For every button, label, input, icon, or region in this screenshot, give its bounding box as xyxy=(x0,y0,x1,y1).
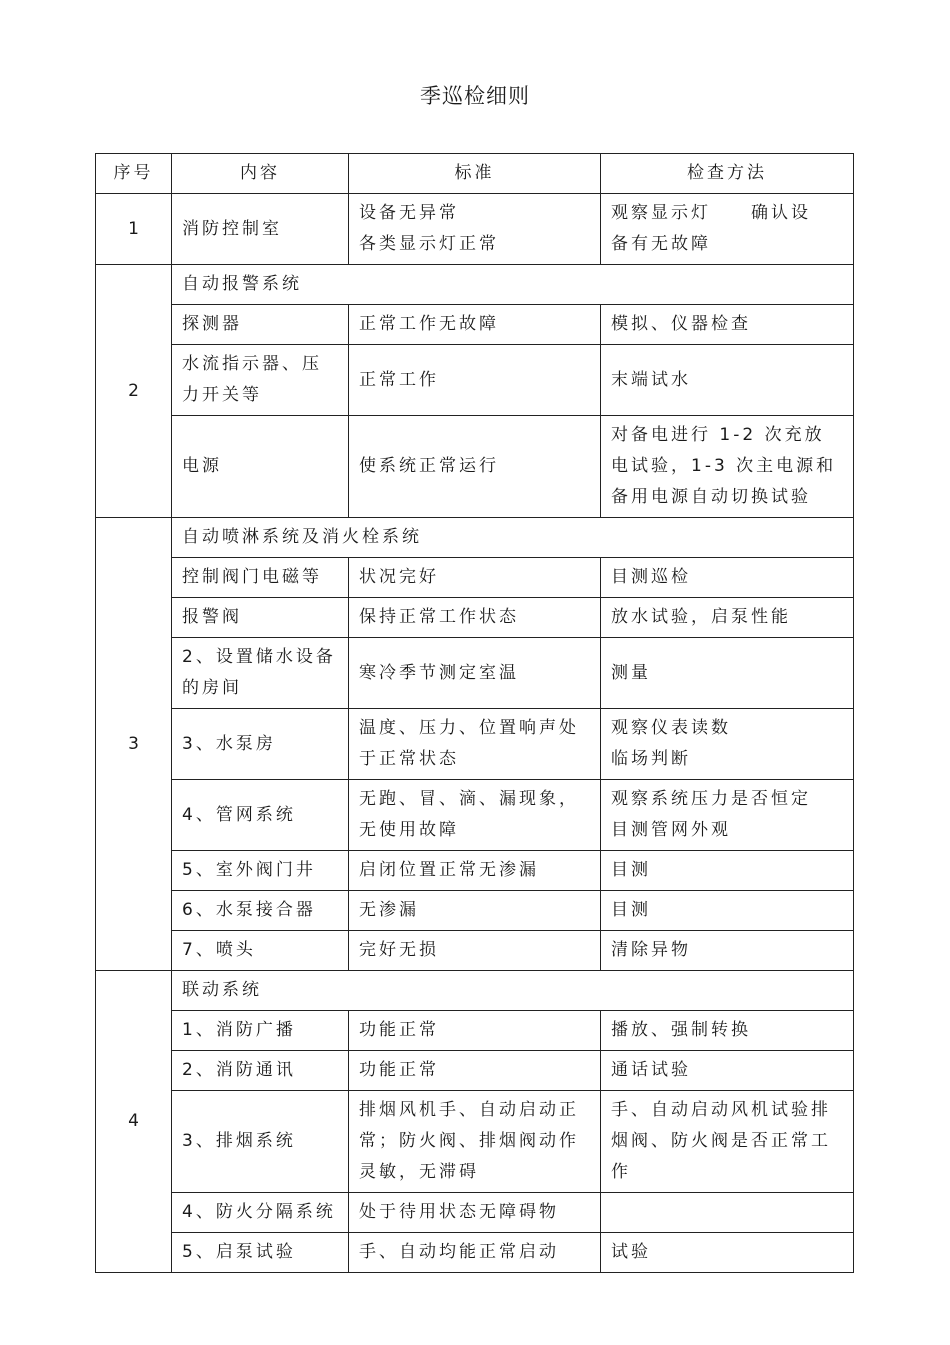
header-cell-content: 内容 xyxy=(172,154,349,194)
table-row xyxy=(96,709,854,780)
method-cell xyxy=(601,194,854,265)
inspection-table xyxy=(95,153,854,1273)
cell-line: 临场判断 xyxy=(611,749,691,769)
cell-line: 正常工作 xyxy=(359,369,439,390)
method-cell xyxy=(601,1011,854,1051)
content-cell xyxy=(172,1233,349,1273)
header-cell-standard: 标准 xyxy=(349,154,601,194)
cell-line: 5、室外阀门井 xyxy=(182,860,316,880)
method-cell xyxy=(601,891,854,931)
cell-line: 清除异物 xyxy=(611,940,691,960)
header-cell-method: 检查方法 xyxy=(601,154,854,194)
content-cell xyxy=(172,558,349,598)
cell-line: 4、防火分隔系统 xyxy=(182,1202,336,1222)
cell-line: 手、自动均能正常启动 xyxy=(359,1242,559,1262)
cell-line: 5、启泵试验 xyxy=(182,1242,296,1262)
table-row xyxy=(96,305,854,345)
cell-line: 灵敏，无滞碍 xyxy=(359,1162,479,1182)
section-row xyxy=(96,265,854,305)
cell-line: 放水试验，启泵性能 xyxy=(611,607,791,627)
table-row xyxy=(96,780,854,851)
cell-line: 目测 xyxy=(611,860,651,880)
table-body xyxy=(96,154,854,1273)
standard-cell xyxy=(349,345,601,416)
cell-line: 备用电源自动切换试验 xyxy=(611,487,811,507)
method-cell xyxy=(601,709,854,780)
method-cell xyxy=(601,345,854,416)
cell-line: 3、排烟系统 xyxy=(182,1131,296,1151)
group-number: 1 xyxy=(96,194,172,265)
section-title: 自动报警系统 xyxy=(172,265,854,305)
cell-line: 观察显示灯 确认设 xyxy=(611,203,811,223)
cell-line: 通话试验 xyxy=(611,1060,691,1080)
standard-cell xyxy=(349,305,601,345)
cell-line: 末端试水 xyxy=(611,369,691,390)
method-cell xyxy=(601,1051,854,1091)
table-row xyxy=(96,851,854,891)
section-row xyxy=(96,518,854,558)
cell-line: 观察仪表读数 xyxy=(611,718,731,738)
standard-cell xyxy=(349,1233,601,1273)
cell-line: 温度、压力、位置响声处 xyxy=(359,718,579,738)
method-cell xyxy=(601,558,854,598)
table-row xyxy=(96,1193,854,1233)
content-cell xyxy=(172,1051,349,1091)
cell-line: 目测管网外观 xyxy=(611,820,731,840)
content-cell xyxy=(172,851,349,891)
cell-line: 目测 xyxy=(611,900,651,920)
table-row xyxy=(96,931,854,971)
cell-line: 探测器 xyxy=(182,314,242,334)
cell-line: 播放、强制转换 xyxy=(611,1020,751,1040)
content-cell xyxy=(172,931,349,971)
cell-line: 报警阀 xyxy=(182,607,242,627)
cell-line: 无使用故障 xyxy=(359,820,459,840)
standard-cell xyxy=(349,709,601,780)
standard-cell xyxy=(349,1051,601,1091)
cell-line: 寒冷季节测定室温 xyxy=(359,662,519,683)
section-title: 联动系统 xyxy=(172,971,854,1011)
cell-line: 观察系统压力是否恒定 xyxy=(611,789,811,809)
cell-line: 3、水泵房 xyxy=(182,733,276,754)
standard-cell xyxy=(349,780,601,851)
table-row xyxy=(96,345,854,416)
page-title: 季巡检细则 xyxy=(420,84,530,108)
cell-line: 于正常状态 xyxy=(359,749,459,769)
table-row xyxy=(96,891,854,931)
cell-line: 电试验，1-3 次主电源和 xyxy=(611,456,837,476)
content-cell xyxy=(172,194,349,265)
method-cell xyxy=(601,598,854,638)
method-cell xyxy=(601,851,854,891)
content-cell xyxy=(172,709,349,780)
cell-line: 对备电进行 1-2 次充放 xyxy=(611,425,825,445)
section-row xyxy=(96,971,854,1011)
cell-line: 无跑、冒、滴、漏现象， xyxy=(359,789,579,809)
method-cell xyxy=(601,931,854,971)
standard-cell xyxy=(349,891,601,931)
standard-cell xyxy=(349,638,601,709)
method-cell xyxy=(601,1193,854,1233)
cell-line: 作 xyxy=(611,1162,631,1182)
table-row xyxy=(96,1091,854,1193)
cell-line: 2、设置储水设备 xyxy=(182,647,336,667)
content-cell xyxy=(172,891,349,931)
method-cell xyxy=(601,416,854,518)
method-cell xyxy=(601,1233,854,1273)
cell-line: 力开关等 xyxy=(182,385,262,405)
table-row xyxy=(96,1051,854,1091)
cell-line: 完好无损 xyxy=(359,940,439,960)
standard-cell xyxy=(349,1193,601,1233)
cell-line: 6、水泵接合器 xyxy=(182,900,316,920)
table-row xyxy=(96,1011,854,1051)
group-number: 2 xyxy=(96,265,172,518)
cell-line: 控制阀门电磁等 xyxy=(182,567,322,587)
cell-line: 备有无故障 xyxy=(611,234,711,254)
cell-line: 的房间 xyxy=(182,678,242,698)
content-cell xyxy=(172,780,349,851)
method-cell xyxy=(601,1091,854,1193)
standard-cell xyxy=(349,558,601,598)
method-cell xyxy=(601,305,854,345)
cell-line: 正常工作无故障 xyxy=(359,314,499,334)
cell-line: 电源 xyxy=(182,456,222,476)
group-number: 3 xyxy=(96,518,172,971)
content-cell xyxy=(172,1091,349,1193)
cell-line: 水流指示器、压 xyxy=(182,354,322,374)
cell-line: 保持正常工作状态 xyxy=(359,607,519,627)
cell-line: 模拟、仪器检查 xyxy=(611,314,751,334)
group-number: 4 xyxy=(96,971,172,1273)
content-cell xyxy=(172,305,349,345)
cell-line: 功能正常 xyxy=(359,1020,439,1040)
table-row xyxy=(96,638,854,709)
cell-line: 手、自动启动风机试验排 xyxy=(611,1100,831,1120)
standard-cell xyxy=(349,598,601,638)
content-cell xyxy=(172,416,349,518)
content-cell xyxy=(172,345,349,416)
content-cell xyxy=(172,598,349,638)
cell-line: 试验 xyxy=(611,1242,651,1262)
header-row xyxy=(96,154,854,194)
cell-line: 常；防火阀、排烟阀动作 xyxy=(359,1131,579,1151)
cell-line: 状况完好 xyxy=(359,567,439,587)
content-cell xyxy=(172,1193,349,1233)
cell-line: 排烟风机手、自动启动正 xyxy=(359,1100,579,1120)
table-row xyxy=(96,558,854,598)
table-row xyxy=(96,194,854,265)
cell-line: 处于待用状态无障碍物 xyxy=(359,1202,559,1222)
table-row xyxy=(96,598,854,638)
cell-line: 功能正常 xyxy=(359,1060,439,1080)
content-cell xyxy=(172,1011,349,1051)
standard-cell xyxy=(349,416,601,518)
standard-cell xyxy=(349,194,601,265)
standard-cell xyxy=(349,1011,601,1051)
cell-line: 消防控制室 xyxy=(182,218,282,239)
cell-line: 7、喷头 xyxy=(182,940,256,960)
cell-line: 使系统正常运行 xyxy=(359,456,499,476)
section-title: 自动喷淋系统及消火栓系统 xyxy=(172,518,854,558)
cell-line: 4、管网系统 xyxy=(182,804,296,825)
cell-line: 设备无异常 xyxy=(359,203,459,223)
cell-line: 启闭位置正常无渗漏 xyxy=(359,860,539,880)
cell-line: 无渗漏 xyxy=(359,900,419,920)
content-cell xyxy=(172,638,349,709)
method-cell xyxy=(601,780,854,851)
cell-line: 1、消防广播 xyxy=(182,1020,296,1040)
table-row xyxy=(96,1233,854,1273)
standard-cell xyxy=(349,851,601,891)
standard-cell xyxy=(349,1091,601,1193)
cell-line: 测量 xyxy=(611,662,651,683)
method-cell xyxy=(601,638,854,709)
cell-line: 2、消防通讯 xyxy=(182,1060,296,1080)
cell-line: 目测巡检 xyxy=(611,567,691,587)
cell-line: 烟阀、防火阀是否正常工 xyxy=(611,1131,831,1151)
table-row xyxy=(96,416,854,518)
header-cell-num: 序号 xyxy=(96,154,172,194)
cell-line: 各类显示灯正常 xyxy=(359,234,499,254)
standard-cell xyxy=(349,931,601,971)
